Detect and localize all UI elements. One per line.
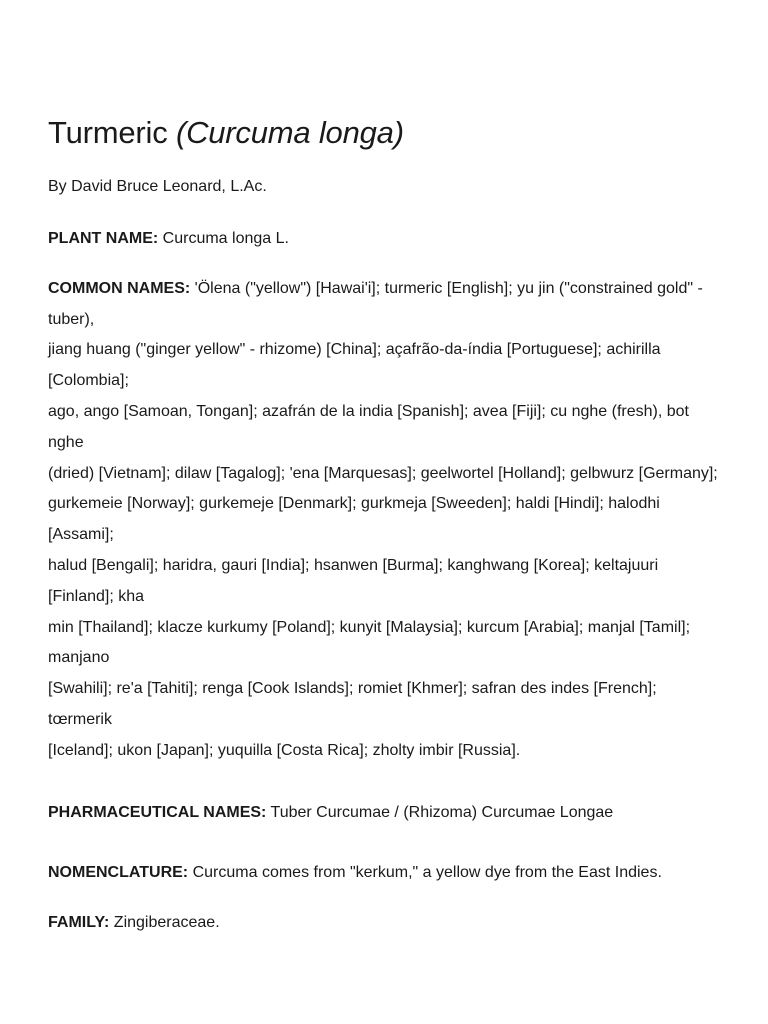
plant-name-value: Curcuma longa L. [162, 230, 289, 247]
common-names-line: gurkemeie [Norway]; gurkemeje [Denmark]; gurkmeja [Sweeden]; haldi [Hindi]; halodhi [Assami]; [48, 495, 660, 544]
common-names-line: [Swahili]; re'a [Tahiti]; renga [Cook Islands]; romiet [Khmer]; safran des indes [French]; tœrmerik [48, 680, 657, 728]
plant-name-label: PLANT NAME: [48, 230, 159, 247]
common-names-label: COMMON NAMES: [48, 279, 191, 297]
plant-name-field [48, 224, 720, 255]
nomenclature-label: NOMENCLATURE: [48, 864, 189, 882]
common-names-line: ago, ango [Samoan, Tongan]; azafrán de la india [Spanish]; avea [Fiji]; cu nghe (fresh), bot nghe [48, 402, 689, 451]
nomenclature-field [48, 858, 720, 889]
common-names-line: halud [Bengali]; haridra, gauri [India]; hsanwen [Burma]; kanghwang [Korea]; keltajuuri [Finland]; kha [48, 556, 659, 605]
pharmaceutical-names-field [48, 798, 720, 829]
common-names-line: [Iceland]; ukon [Japan]; yuquilla [Costa Rica]; zholty imbir [Russia]. [48, 741, 521, 759]
author-byline: By David Bruce Leonard, L.Ac. [48, 178, 267, 195]
family-field [48, 908, 720, 939]
common-names-field [48, 274, 720, 767]
title-common-name: Turmeric [48, 115, 168, 150]
pharmaceutical-names-label: PHARMACEUTICAL NAMES: [48, 803, 267, 821]
common-names-line [48, 274, 720, 336]
page-title [48, 112, 720, 154]
pharmaceutical-names-value: Tuber Curcumae / (Rhizoma) Curcumae Longae [270, 803, 614, 821]
family-label: FAMILY: [48, 914, 110, 932]
common-names-line: (dried) [Vietnam]; dilaw [Tagalog]; 'ena [Marquesas]; geelwortel [Holland]; gelbwurz [Germany]; [48, 464, 718, 482]
common-names-line: min [Thailand]; klacze kurkumy [Poland]; kunyit [Malaysia]; kurcum [Arabia]; manjal [Tamil]; manjano [48, 618, 691, 667]
common-names-text: 'Ölena ("yellow") [Hawai'i]; turmeric [English]; yu jin ("constrained gold" - tuber), [48, 279, 703, 328]
title-scientific-name: (Curcuma longa) [175, 115, 404, 150]
family-value: Zingiberaceae. [113, 914, 220, 932]
common-names-line: jiang huang ("ginger yellow" - rhizome) [China]; açafrão-da-índia [Portuguese]; achirilla [Colombia]; [48, 341, 661, 390]
nomenclature-value: Curcuma comes from "kerkum," a yellow dye from the East Indies. [192, 864, 662, 882]
